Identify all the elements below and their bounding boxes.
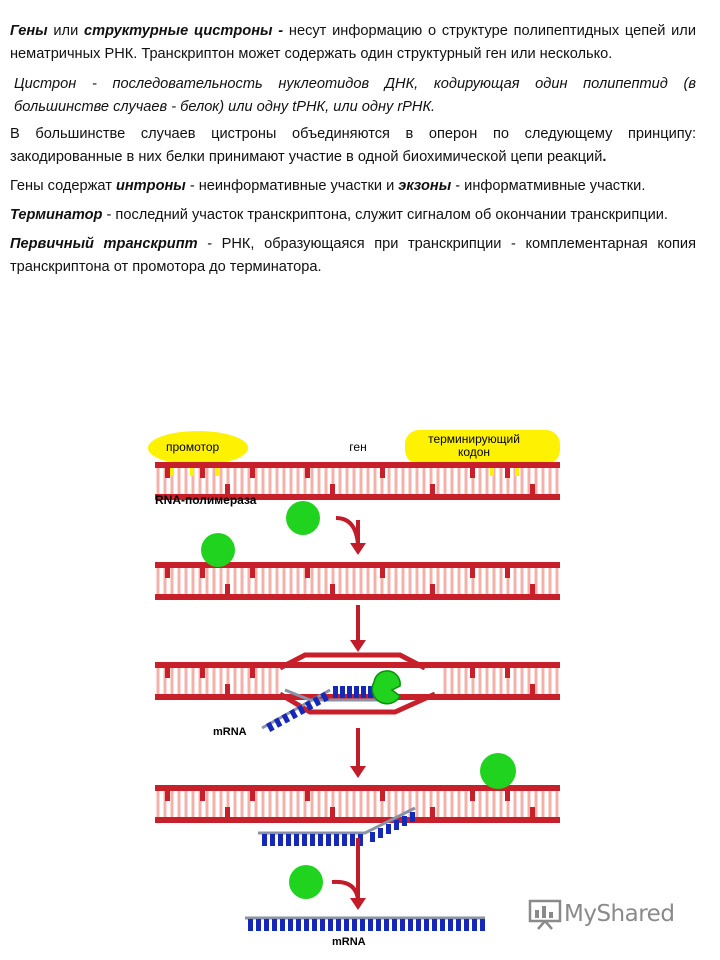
base-block: [225, 684, 230, 694]
rna-polymerase-terminator: [480, 753, 516, 789]
attach-curve: [336, 518, 358, 545]
mrna-base: [354, 686, 359, 698]
base-block: [530, 807, 535, 817]
top-backbone: [155, 662, 560, 668]
mrna-base: [384, 919, 389, 931]
promoter-label: промотор: [166, 440, 220, 454]
base-block: [200, 568, 205, 578]
rna-polymerase-released: [289, 865, 323, 899]
base-block: [380, 468, 385, 478]
base-block: [430, 584, 435, 594]
mrna-base: [286, 834, 291, 846]
base-block: [380, 568, 385, 578]
base-block: [330, 484, 335, 494]
mrna-base: [342, 834, 347, 846]
base-block: [165, 668, 170, 678]
mrna-base: [464, 919, 469, 931]
mrna-base: [264, 919, 269, 931]
term-structural-cistrons: структурные цистроны -: [84, 23, 284, 39]
mrna-base: [288, 919, 293, 931]
mrna-base: [326, 834, 331, 846]
highlight-base: [515, 468, 519, 476]
base-block: [200, 791, 205, 801]
base-block: [505, 791, 510, 801]
base-block: [330, 584, 335, 594]
mrna-base: [392, 919, 397, 931]
mrna-base: [312, 919, 317, 931]
mrna-base: [350, 834, 355, 846]
term-primary-transcript: Первичный транскрипт: [10, 236, 198, 252]
text-span: - неинформативные участки и: [185, 178, 399, 194]
base-block: [530, 484, 535, 494]
highlight-base: [215, 468, 219, 476]
mrna-label-1: mRNA: [213, 726, 247, 738]
mrna-base: [416, 919, 421, 931]
mrna-base: [256, 919, 261, 931]
mrna-base: [400, 919, 405, 931]
mrna-base: [472, 919, 477, 931]
mrna-base: [360, 919, 365, 931]
bottom-backbone: [155, 594, 560, 600]
base-block: [165, 568, 170, 578]
text-span: - информатмивные участки.: [451, 178, 646, 194]
highlight-base: [170, 468, 174, 476]
mrna-base: [480, 919, 485, 931]
mrna-base: [336, 919, 341, 931]
mrna-label-2: mRNA: [332, 936, 366, 948]
mrna-base: [352, 919, 357, 931]
base-block: [250, 568, 255, 578]
mrna-base: [296, 919, 301, 931]
mrna-base: [376, 919, 381, 931]
base-block: [505, 568, 510, 578]
arrow-3: [350, 728, 366, 778]
base-block: [330, 807, 335, 817]
mrna-base: [262, 834, 267, 846]
base-block: [225, 807, 230, 817]
mrna-base: [456, 919, 461, 931]
dna-helix-4: [155, 785, 560, 823]
base-block: [250, 668, 255, 678]
mrna-base: [370, 832, 375, 842]
mrna-base: [278, 834, 283, 846]
top-backbone: [155, 462, 560, 468]
release-curve: [332, 882, 358, 900]
rna-polymerase-label: RNA-полимераза: [155, 493, 257, 507]
base-block: [530, 584, 535, 594]
mrna-base: [294, 834, 299, 846]
mrna-base: [361, 686, 366, 698]
mrna-base: [440, 919, 445, 931]
bottom-backbone: [155, 817, 560, 823]
base-block: [305, 568, 310, 578]
base-block: [225, 584, 230, 594]
mrna-base: [394, 820, 399, 830]
mrna-base: [386, 824, 391, 834]
mrna-base: [304, 919, 309, 931]
mrna-base: [408, 919, 413, 931]
mrna-base: [320, 919, 325, 931]
rna-polymerase-bound: [201, 533, 235, 567]
base-block: [470, 668, 475, 678]
watermark: [528, 898, 674, 930]
cistron-definition: Цистрон - последовательность нуклеотидов ДНК, кодирующая один полипептид (в большинстве случаев - белок) или одну tРНК, или одну rРНК.: [14, 76, 696, 115]
base-block: [200, 668, 205, 678]
base-block: [430, 807, 435, 817]
mrna-base: [432, 919, 437, 931]
base-block: [165, 791, 170, 801]
base-block: [505, 468, 510, 478]
text-span: В большинстве случаев цистроны объединяются в оперон по следующему принципу: закодированные в них белки принимают участие в одной биохимической цепи реакций: [10, 126, 696, 165]
mrna-base: [340, 686, 345, 698]
mrna-base: [410, 812, 415, 822]
terminating-codon-label-line2: кодон: [457, 445, 491, 459]
term-terminator: Терминатор: [10, 207, 103, 223]
rna-polymerase-transcribing: [372, 671, 400, 704]
mrna-base: [334, 834, 339, 846]
base-block: [200, 468, 205, 478]
base-block: [305, 468, 310, 478]
mrna-base: [248, 919, 253, 931]
text-span: .: [602, 149, 607, 165]
mrna-base: [448, 919, 453, 931]
mrna-base: [328, 919, 333, 931]
mrna-base: [378, 828, 383, 838]
text-span: Гены содержат: [10, 178, 116, 194]
arrow-head: [350, 766, 366, 778]
mrna-base: [272, 919, 277, 931]
base-block: [530, 684, 535, 694]
text-span: - РНК, образующаяся при транскрипции - комплементарная копия транскриптона от промотора до терминатора.: [10, 236, 696, 275]
base-block: [250, 791, 255, 801]
mrna-base: [344, 919, 349, 931]
mrna-base: [302, 834, 307, 846]
base-block: [470, 568, 475, 578]
mrna-base: [347, 686, 352, 698]
base-block: [470, 791, 475, 801]
gene-label: ген: [349, 440, 367, 454]
text-span: или: [47, 23, 84, 39]
base-block: [470, 468, 475, 478]
mrna-base: [280, 919, 285, 931]
rna-polymerase-free: [286, 501, 320, 535]
mrna-base: [368, 919, 373, 931]
mrna-base: [310, 834, 315, 846]
term-genes: Гены: [10, 23, 48, 39]
base-block: [250, 468, 255, 478]
watermark-text: MyShared: [564, 901, 675, 927]
mrna-strand-final: [245, 918, 485, 931]
arrow-2: [350, 605, 366, 652]
arrow-head: [350, 640, 366, 652]
mrna-base: [333, 686, 338, 698]
mrna-base: [402, 816, 407, 826]
base-block: [305, 791, 310, 801]
term-exons: экзоны: [398, 178, 452, 194]
mrna-strand-2: [258, 808, 415, 846]
base-block: [380, 791, 385, 801]
mrna-base: [270, 834, 275, 846]
base-block: [430, 484, 435, 494]
base-block: [165, 468, 170, 478]
text-span: несут информацию о структуре полипептидных цепей или нематричных РНК. Транскриптон может содержать один структурный ген или несколько.: [10, 23, 696, 62]
terminating-codon-label-line1: терминирующий: [428, 432, 520, 446]
highlight-base: [490, 468, 494, 476]
text-span: - последний участок транскриптона, служит сигналом об окончании транскрипции.: [102, 207, 668, 223]
dna-helix-2: [155, 562, 560, 600]
base-block: [505, 668, 510, 678]
presentation-board-icon: [528, 898, 564, 930]
term-introns: интроны: [115, 178, 186, 194]
mrna-base: [424, 919, 429, 931]
mrna-base: [318, 834, 323, 846]
highlight-base: [190, 468, 194, 476]
